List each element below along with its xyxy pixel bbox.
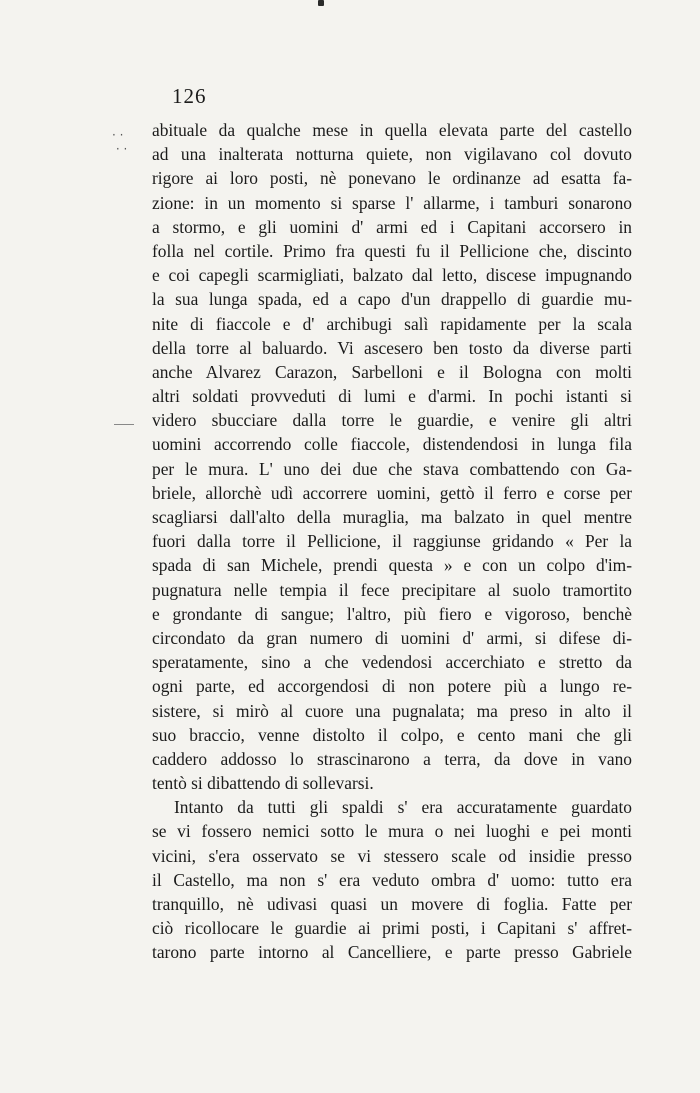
text-line: rigore ai loro posti, nè ponevano le ordinanze ad esatta fa- [152,168,632,189]
text-line: caddero addosso lo strascinarono a terra, da dove in vano [152,748,632,769]
text-line: speratamente, sino a che vedendosi accerchiato e stretto da [152,652,632,673]
margin-tick [114,424,134,425]
text-line: circondato da gran numero di uomini d' armi, si difese di- [152,627,632,648]
paragraph-2 [152,795,632,964]
text-line: briele, allorchè udì accorrere uomini, gettò il ferro e corse per [152,482,632,503]
body-text [152,118,632,965]
text-line: e coi capegli scarmigliati, balzato dal letto, discese impugnando [152,265,632,286]
text-line: pugnatura nelle tempia il fece precipitare al suolo tramortito [152,579,632,600]
text-line: anche Alvarez Carazon, Sarbelloni e il Bologna con molti [152,361,632,382]
text-line: ad una inalterata notturna quiete, non vigilavano col dovuto [152,144,632,165]
text-line: videro sbucciare dalla torre le guardie, e venire gli altri [152,410,632,431]
text-line: suo braccio, venne distolto il colpo, e cento mani che gli [152,724,632,745]
text-line: ogni parte, ed accorgendosi di non potere più a lungo re- [152,676,632,697]
paragraph-1 [152,118,632,795]
text-line: spada di san Michele, prendi questa » e con un colpo d'im- [152,555,632,576]
text-line: vicini, s'era osservato se vi stessero scale od insidie presso [152,845,632,866]
text-line: il Castello, ma non s' era veduto ombra d' uomo: tutto era [152,869,632,890]
text-line: e grondante di sangue; l'altro, più fiero e vigoroso, benchè [152,603,632,624]
text-line: uomini accorrendo colle fiaccole, distendendosi in lunga fila [152,434,632,455]
text-line: la sua lunga spada, ed a capo d'un drappello di guardie mu- [152,289,632,310]
text-line: folla nel cortile. Primo fra questi fu il Pellicione che, discinto [152,240,632,261]
page-number: 126 [172,84,207,108]
text-line: se vi fossero nemici sotto le mura o nei luoghi e pei monti [152,821,632,842]
text-line: per le mura. L' uno dei due che stava combattendo con Ga- [152,458,632,479]
text-line: nite di fiaccole e d' archibugi salì rapidamente per la scala [152,313,632,334]
text-line: zione: in un momento si sparse l' allarme, i tamburi sonarono [152,192,632,213]
text-line: scagliarsi dall'alto della muraglia, ma balzato in quel mentre [152,507,632,527]
binding-mark [318,0,324,6]
text-line: altri soldati provveduti di lumi e d'armi. In pochi istanti si [152,386,632,407]
text-line: Intanto da tutti gli spaldi s' era accuratamente guardato [174,797,632,818]
margin-smudge: · · · · [112,128,128,156]
text-line: sistere, si mirò al cuore una pugnalata; ma preso in alto il [152,700,632,721]
text-line: tarono parte intorno al Cancelliere, e parte presso Gabriele [152,942,632,963]
text-line: abituale da qualche mese in quella elevata parte del castello [152,120,632,140]
text-line: tentò si dibattendo di sollevarsi. [152,773,374,794]
text-line: della torre al baluardo. Vi ascesero ben tosto da diverse parti [152,337,632,358]
text-line: ciò ricollocare le guardie ai primi posti, i Capitani s' affret- [152,918,632,939]
text-line: a stormo, e gli uomini d' armi ed i Capitani accorsero in [152,216,632,237]
text-line: fuori dalla torre il Pellicione, il raggiunse gridando « Per la [152,531,632,552]
text-line: tranquillo, nè udivasi quasi un movere di foglia. Fatte per [152,894,632,914]
